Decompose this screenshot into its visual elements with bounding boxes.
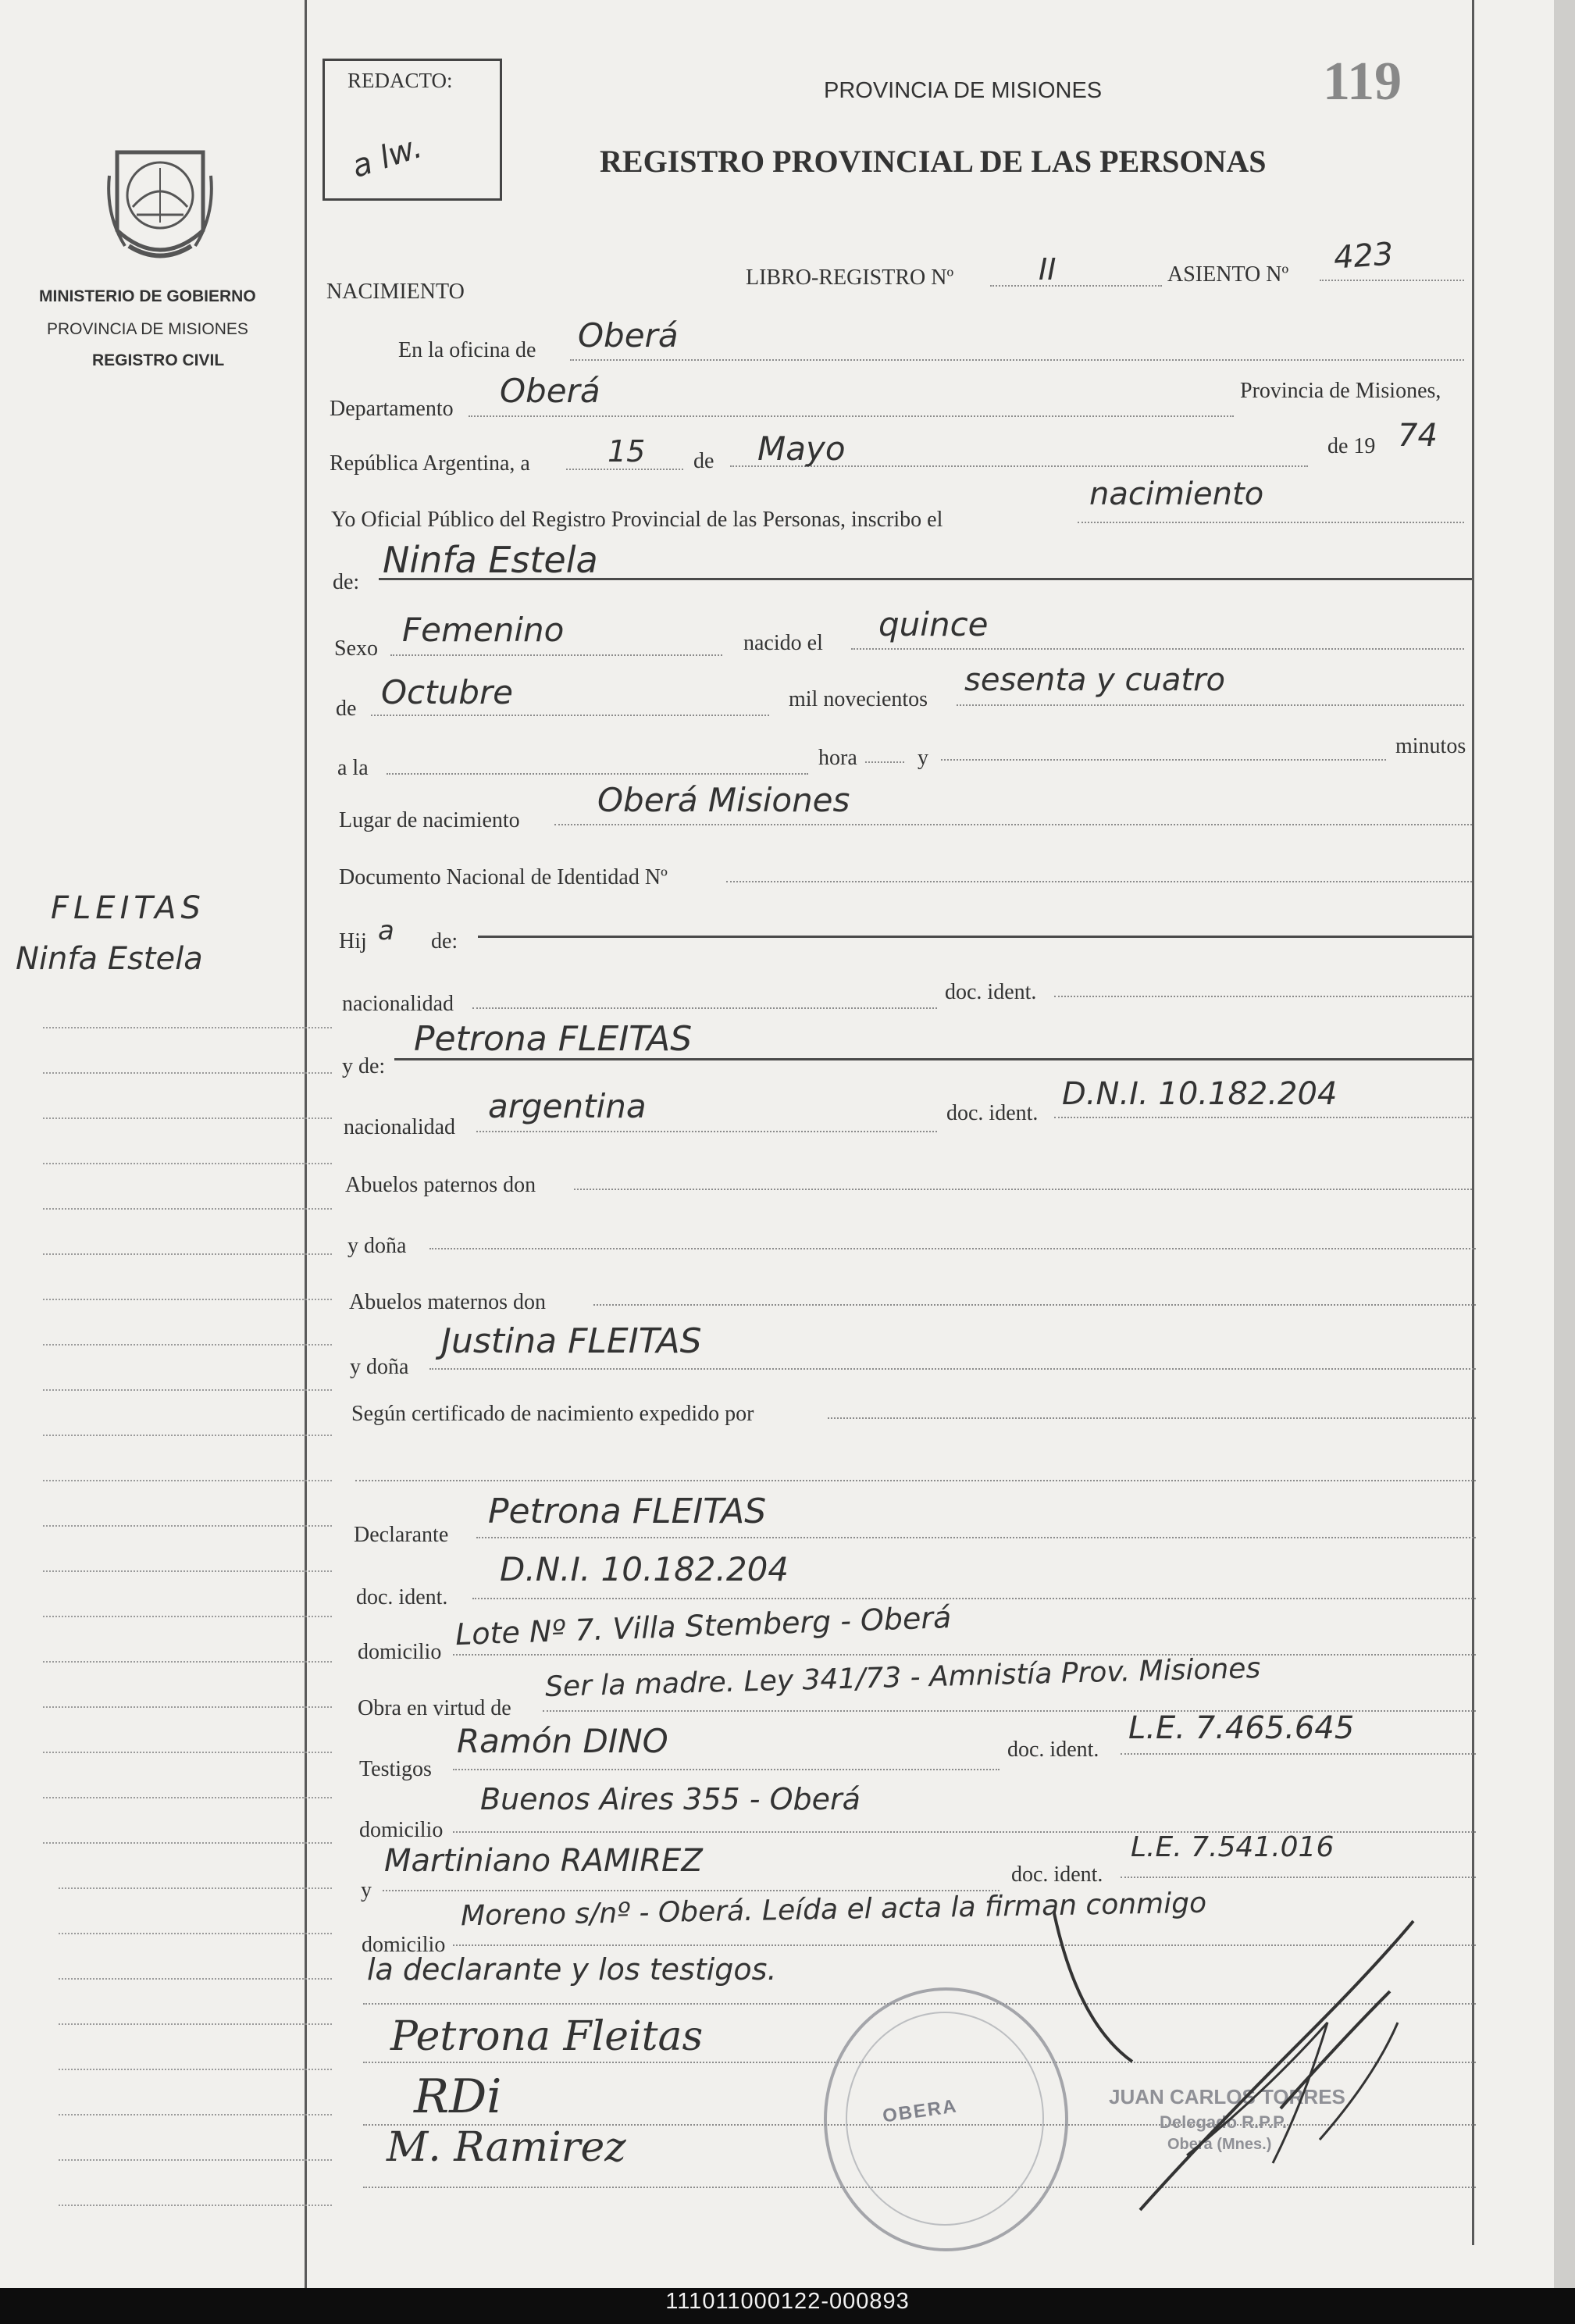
testigo1-dom: Buenos Aires 355 - Oberá xyxy=(480,1782,861,1816)
madre-value: Petrona FLEITAS xyxy=(414,1019,693,1059)
inscribo-line xyxy=(1078,522,1464,523)
testigo2-doc: L.E. 7.541.016 xyxy=(1131,1831,1334,1863)
registry-title: REGISTRO PROVINCIAL DE LAS PERSONAS xyxy=(600,144,1267,179)
ydona2-label: y doña xyxy=(350,1355,409,1379)
oficial-label: Yo Oficial Público del Registro Provincial de las Personas, inscribo el xyxy=(331,508,943,532)
domicilio-value: Lote Nº 7. Villa Stemberg - Oberá xyxy=(454,1599,952,1652)
stamp-word: OBERA xyxy=(881,2095,960,2127)
docident2-label: doc. ident. xyxy=(946,1101,1039,1125)
lugar-value: Oberá Misiones xyxy=(597,781,850,819)
margin-rule xyxy=(43,1072,332,1074)
testigo2-dom: Moreno s/nº - Oberá. Leída el acta la firman conmigo xyxy=(460,1887,1207,1933)
nacionalidad2-label: nacionalidad xyxy=(344,1115,456,1139)
page-edge xyxy=(1554,0,1575,2288)
y-label: y xyxy=(918,746,928,770)
inscribo-value: nacimiento xyxy=(1089,476,1264,512)
margin-rule xyxy=(43,1163,332,1164)
margin-rule xyxy=(43,1344,332,1346)
nacido-line xyxy=(851,648,1464,650)
provincial-emblem-icon xyxy=(102,137,219,269)
mes-nac-value: Octubre xyxy=(381,673,514,711)
anio-nac-value: sesenta y cuatro xyxy=(964,662,1226,698)
testigo2-value: Martiniano RAMIREZ xyxy=(384,1843,703,1879)
official-place: Oberá (Mnes.) xyxy=(1167,2136,1272,2153)
margin-rule xyxy=(59,2069,332,2070)
departamento-line xyxy=(469,415,1234,417)
cierre-value: la declarante y los testigos. xyxy=(367,1952,777,1987)
sexo-line xyxy=(390,654,722,656)
dni-line xyxy=(726,881,1472,882)
mes-value: Mayo xyxy=(757,430,846,468)
domicilio-line xyxy=(453,1654,1476,1656)
margin-rule xyxy=(59,2114,332,2115)
official-name: JUAN CARLOS TORRES xyxy=(1109,2085,1345,2108)
certificado-label: Según certificado de nacimiento expedido por xyxy=(351,1402,754,1426)
nacionalidad-label: nacionalidad xyxy=(342,992,454,1016)
domicilio-label: domicilio xyxy=(358,1640,442,1664)
departamento-value: Oberá xyxy=(500,372,600,410)
sheet-number: 119 xyxy=(1323,52,1402,112)
ala-label: a la xyxy=(337,756,369,780)
margin-rule xyxy=(43,1299,332,1300)
minutos-label: minutos xyxy=(1395,734,1466,758)
de-name-label: de: xyxy=(333,570,360,594)
margin-rule xyxy=(59,1887,332,1889)
signature-declarante: Petrona Fleitas xyxy=(390,2013,704,2060)
ministry-line-3: REGISTRO CIVIL xyxy=(92,351,225,369)
nacido-value: quince xyxy=(878,605,989,643)
declarante-value: Petrona FLEITAS xyxy=(488,1492,767,1531)
official-title: Delegado R.P.P. xyxy=(1160,2112,1288,2132)
signature-testigo-2: M. Ramirez xyxy=(387,2124,626,2171)
asiento-line xyxy=(1320,280,1464,281)
footer-code: 111011000122-000893 xyxy=(665,2289,910,2314)
mes-nac-line xyxy=(371,715,769,716)
margin-rule xyxy=(59,1978,332,1980)
testigo1-doc: L.E. 7.465.645 xyxy=(1128,1710,1355,1746)
abuelos-pat-label: Abuelos paternos don xyxy=(345,1173,536,1197)
hora-label: hora xyxy=(818,746,857,770)
docident3-label: doc. ident. xyxy=(356,1585,448,1609)
oficina-value: Oberá xyxy=(578,316,679,355)
testigo2-line xyxy=(383,1890,1000,1891)
docident5-label: doc. ident. xyxy=(1011,1862,1103,1887)
departamento-label: Departamento xyxy=(330,397,454,421)
ministry-line-1: MINISTERIO DE GOBIERNO xyxy=(39,287,256,305)
libro-value: II xyxy=(1039,252,1057,287)
de19-label: de 19 xyxy=(1327,434,1376,458)
dni-label: Documento Nacional de Identidad Nº xyxy=(339,865,668,889)
margin-nombres: Ninfa Estela xyxy=(16,941,203,977)
hijo-label: Hij xyxy=(339,929,367,953)
oficina-label: En la oficina de xyxy=(398,338,536,362)
margin-rule xyxy=(43,1706,332,1708)
declarante-label: Declarante xyxy=(354,1523,449,1547)
ydona-label: y doña xyxy=(347,1234,407,1258)
nac-madre-line xyxy=(476,1131,937,1132)
nacido-label: nacido el xyxy=(743,631,823,655)
margin-rule xyxy=(43,1616,332,1617)
testigo1-line xyxy=(453,1769,1000,1770)
margin-rule xyxy=(59,2023,332,2025)
doc-declarante: D.N.I. 10.182.204 xyxy=(500,1550,789,1588)
nacionalidad-madre: argentina xyxy=(488,1087,647,1125)
margin-rule xyxy=(43,1027,332,1028)
margin-apellido: FLEITAS xyxy=(51,890,205,926)
mil-label: mil novecientos xyxy=(789,687,928,711)
lugar-label: Lugar de nacimiento xyxy=(339,808,520,832)
certificado-line-2 xyxy=(355,1480,1476,1481)
doc-declarante-line xyxy=(472,1598,1476,1599)
yde-label: y de: xyxy=(342,1054,386,1078)
libro-label: LIBRO-REGISTRO Nº xyxy=(746,266,954,290)
oficina-line xyxy=(570,359,1464,361)
declarante-line xyxy=(476,1537,1476,1538)
right-rule xyxy=(1472,0,1474,2245)
hijo-line xyxy=(478,936,1473,938)
certificado-line xyxy=(828,1417,1476,1419)
nombre-value: Ninfa Estela xyxy=(383,539,598,581)
testigo1-doc-line xyxy=(1121,1753,1476,1755)
abuela-mat-value: Justina FLEITAS xyxy=(441,1321,702,1361)
docident-label: doc. ident. xyxy=(945,980,1037,1004)
abuelos-pat-line xyxy=(574,1189,1472,1190)
y2-label: y xyxy=(361,1878,372,1902)
margin-rule xyxy=(43,1570,332,1572)
ydona2-line xyxy=(429,1368,1476,1370)
doc-madre: D.N.I. 10.182.204 xyxy=(1062,1076,1338,1112)
domicilio3-label: domicilio xyxy=(362,1933,446,1957)
margin-rule xyxy=(43,1842,332,1844)
asiento-label: ASIENTO Nº xyxy=(1167,262,1289,287)
doc-madre-line xyxy=(1054,1117,1472,1118)
de2-label: de xyxy=(336,697,357,721)
de-label: de xyxy=(693,449,714,473)
ydona-line xyxy=(429,1248,1476,1249)
ala-line xyxy=(387,773,808,775)
nac-padre-line xyxy=(472,1007,937,1009)
margin-rule xyxy=(43,1797,332,1798)
margin-rule xyxy=(43,1389,332,1391)
testigo1-value: Ramón DINO xyxy=(457,1722,668,1760)
delegate-signature xyxy=(1046,1905,1468,2218)
abuelos-mat-line xyxy=(593,1304,1476,1306)
hora-line xyxy=(865,761,904,763)
margin-rule xyxy=(43,1480,332,1481)
redacto-initials: a lw. xyxy=(347,129,427,185)
margin-rule xyxy=(43,1117,332,1119)
dia-value: 15 xyxy=(608,434,646,469)
min-line xyxy=(941,759,1386,761)
republica-label: República Argentina, a xyxy=(330,451,530,476)
docident4-label: doc. ident. xyxy=(1007,1738,1099,1762)
margin-rule xyxy=(43,1435,332,1436)
margin-rule xyxy=(43,1752,332,1753)
provincia-label: Provincia de Misiones, xyxy=(1240,379,1441,403)
sexo-label: Sexo xyxy=(334,636,378,661)
signature-testigo-1: RDi xyxy=(414,2069,502,2124)
redacto-label: REDACTO: xyxy=(347,69,453,92)
anio-value: 74 xyxy=(1398,418,1438,454)
ministry-line-2: PROVINCIA DE MISIONES xyxy=(47,320,248,338)
left-rule xyxy=(305,0,307,2288)
dia-line xyxy=(566,469,683,470)
province-title: PROVINCIA DE MISIONES xyxy=(824,78,1103,103)
margin-rule xyxy=(59,2159,332,2161)
hijo-de-label: de: xyxy=(431,929,458,953)
margin-rule xyxy=(43,1208,332,1210)
margin-rule xyxy=(43,1253,332,1255)
domicilio2-label: domicilio xyxy=(359,1818,444,1842)
asiento-value: 423 xyxy=(1332,236,1395,276)
obra-label: Obra en virtud de xyxy=(358,1696,511,1720)
nacimiento-label: NACIMIENTO xyxy=(326,280,465,304)
libro-line xyxy=(990,285,1162,287)
margin-rule xyxy=(43,1525,332,1527)
doc-padre-line xyxy=(1054,996,1472,997)
testigo2-doc-line xyxy=(1121,1877,1476,1878)
anio-nac-line xyxy=(957,704,1464,706)
margin-rule xyxy=(43,1661,332,1663)
margin-rule xyxy=(59,2205,332,2206)
lugar-line xyxy=(554,824,1472,825)
testigos-label: Testigos xyxy=(359,1757,432,1781)
sexo-value: Femenino xyxy=(402,611,565,649)
margin-rule xyxy=(59,1933,332,1934)
obra-value: Ser la madre. Ley 341/73 - Amnistía Prov. Misiones xyxy=(544,1652,1261,1703)
hijo-suffix: a xyxy=(378,915,394,946)
abuelos-mat-label: Abuelos maternos don xyxy=(349,1290,546,1314)
